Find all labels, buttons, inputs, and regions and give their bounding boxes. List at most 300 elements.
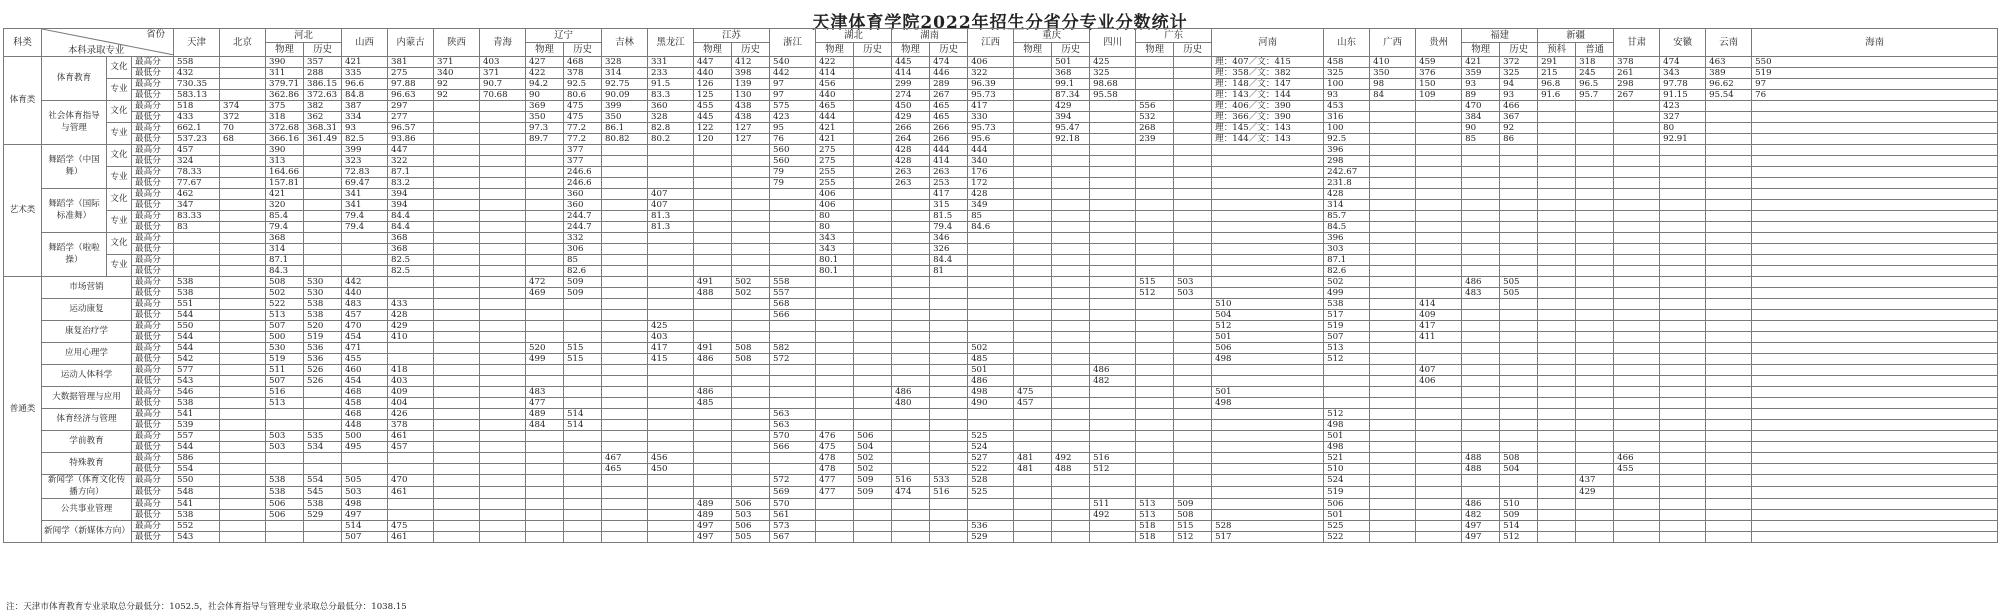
score-cell <box>694 200 732 211</box>
score-cell <box>892 343 930 354</box>
score-cell: 244.7 <box>564 222 602 233</box>
score-cell: 343 <box>816 233 854 244</box>
score-cell <box>434 487 480 499</box>
header-province: 四川 <box>1090 29 1136 57</box>
score-cell: 501 <box>1324 510 1370 521</box>
score-cell <box>694 178 732 189</box>
score-cell <box>1706 222 1752 233</box>
score-cell <box>694 365 732 376</box>
score-cell: 306 <box>564 244 602 255</box>
score-cell <box>602 442 648 453</box>
score-cell <box>526 332 564 343</box>
score-cell: 360 <box>648 101 694 112</box>
score-cell: 377 <box>564 145 602 156</box>
score-cell <box>1090 354 1136 365</box>
score-cell: 544 <box>174 343 220 354</box>
score-cell: 357 <box>304 57 342 68</box>
score-cell: 537.23 <box>174 134 220 145</box>
row-label-cell: 最高分 <box>132 365 174 376</box>
score-cell: 475 <box>388 521 434 532</box>
score-cell <box>1538 156 1576 167</box>
score-cell <box>1462 387 1500 398</box>
score-cell <box>1014 510 1052 521</box>
score-cell: 538 <box>174 398 220 409</box>
score-cell: 94.2 <box>526 79 564 90</box>
score-cell <box>388 464 434 475</box>
score-cell: 463 <box>1706 57 1752 68</box>
score-cell <box>1014 266 1052 277</box>
score-cell: 450 <box>648 464 694 475</box>
score-cell: 314 <box>1324 200 1370 211</box>
score-cell <box>220 222 266 233</box>
score-cell: 465 <box>930 112 968 123</box>
score-cell <box>1538 332 1576 343</box>
score-cell <box>1174 145 1212 156</box>
score-cell: 467 <box>602 453 648 464</box>
score-cell <box>732 299 770 310</box>
score-cell <box>1752 532 1998 543</box>
score-cell <box>854 420 892 431</box>
score-cell <box>1706 521 1752 532</box>
score-cell <box>480 134 526 145</box>
score-cell <box>1416 101 1462 112</box>
score-cell: 343 <box>1660 68 1706 79</box>
score-cell <box>1752 442 1998 453</box>
score-cell: 561 <box>770 510 816 521</box>
score-cell <box>1370 156 1416 167</box>
score-cell: 268 <box>1136 123 1174 134</box>
score-cell <box>1538 420 1576 431</box>
score-cell: 538 <box>266 487 304 499</box>
score-cell: 90 <box>526 90 564 101</box>
score-cell: 509 <box>1500 510 1538 521</box>
score-cell <box>1052 409 1090 420</box>
score-cell <box>1614 145 1660 156</box>
score-cell <box>1500 343 1538 354</box>
score-cell <box>434 244 480 255</box>
score-cell <box>220 321 266 332</box>
score-cell <box>480 321 526 332</box>
score-cell <box>1052 244 1090 255</box>
score-cell <box>434 499 480 510</box>
score-cell <box>1052 288 1090 299</box>
score-cell: 515 <box>564 354 602 365</box>
score-cell: 498 <box>1212 398 1324 409</box>
score-cell: 505 <box>1500 277 1538 288</box>
score-cell <box>1706 343 1752 354</box>
score-cell <box>1538 321 1576 332</box>
score-cell: 378 <box>388 420 434 431</box>
score-cell: 267 <box>1614 90 1660 101</box>
score-cell: 417 <box>930 189 968 200</box>
score-cell: 545 <box>304 487 342 499</box>
score-type-cell: 文化 <box>107 233 132 255</box>
score-cell <box>1706 233 1752 244</box>
score-cell: 488 <box>1052 464 1090 475</box>
score-cell: 536 <box>968 521 1014 532</box>
score-cell: 442 <box>342 277 388 288</box>
score-cell: 541 <box>174 409 220 420</box>
score-type-cell: 专业 <box>107 211 132 233</box>
score-cell <box>1614 288 1660 299</box>
score-cell <box>1370 332 1416 343</box>
score-cell: 492 <box>1090 510 1136 521</box>
score-cell: 455 <box>1614 464 1660 475</box>
score-cell <box>1538 112 1576 123</box>
score-cell <box>434 464 480 475</box>
score-cell <box>1706 453 1752 464</box>
score-cell <box>732 244 770 255</box>
score-cell <box>1212 222 1324 233</box>
score-cell: 518 <box>174 101 220 112</box>
score-cell: 85.4 <box>266 211 304 222</box>
score-cell <box>1706 409 1752 420</box>
row-label-cell: 最高分 <box>132 277 174 288</box>
score-cell <box>968 277 1014 288</box>
score-cell <box>434 167 480 178</box>
score-cell <box>526 167 564 178</box>
score-cell <box>1614 189 1660 200</box>
score-cell: 341 <box>342 189 388 200</box>
score-cell <box>1752 387 1998 398</box>
score-cell <box>1014 189 1052 200</box>
score-cell <box>854 101 892 112</box>
score-cell <box>930 321 968 332</box>
score-cell <box>1174 211 1212 222</box>
score-cell <box>1576 288 1614 299</box>
score-cell <box>1500 409 1538 420</box>
score-cell <box>1052 145 1090 156</box>
score-cell <box>480 354 526 365</box>
score-cell <box>854 156 892 167</box>
score-cell <box>1212 266 1324 277</box>
score-cell: 412 <box>732 57 770 68</box>
score-cell <box>1174 244 1212 255</box>
score-cell <box>1660 510 1706 521</box>
table-row <box>4 510 1998 521</box>
score-cell: 447 <box>694 57 732 68</box>
score-cell <box>892 244 930 255</box>
score-cell <box>1576 178 1614 189</box>
score-cell <box>1614 255 1660 266</box>
score-cell <box>1052 156 1090 167</box>
score-cell <box>220 156 266 167</box>
score-cell <box>1212 200 1324 211</box>
score-cell <box>1090 222 1136 233</box>
score-cell: 407 <box>648 189 694 200</box>
score-cell: 533 <box>930 475 968 487</box>
score-cell: 538 <box>304 299 342 310</box>
score-cell <box>968 420 1014 431</box>
header-province: 湖南 <box>892 29 968 43</box>
score-cell <box>480 200 526 211</box>
score-cell <box>1014 310 1052 321</box>
score-cell <box>1660 255 1706 266</box>
row-label-cell: 最低分 <box>132 464 174 475</box>
score-cell: 477 <box>526 398 564 409</box>
score-cell <box>1370 112 1416 123</box>
score-cell <box>1462 211 1500 222</box>
score-cell: 266 <box>930 134 968 145</box>
score-cell <box>892 431 930 442</box>
score-cell: 569 <box>770 487 816 499</box>
score-cell <box>480 222 526 233</box>
score-cell <box>1090 211 1136 222</box>
footnote: 注：天津市体育教育专业录取总分最低分：1052.5，社会体育指导与管理专业录取总分最低分：1038.15 <box>6 602 407 612</box>
score-cell <box>1614 354 1660 365</box>
score-cell <box>434 134 480 145</box>
header-subject: 物理 <box>1136 43 1174 57</box>
score-cell <box>1136 398 1174 409</box>
header-subject: 预科 <box>1538 43 1576 57</box>
score-cell <box>480 189 526 200</box>
score-cell <box>1212 189 1324 200</box>
score-cell: 79.4 <box>342 211 388 222</box>
score-cell <box>480 387 526 398</box>
header-province: 广西 <box>1370 29 1416 57</box>
score-cell <box>1090 277 1136 288</box>
table-row <box>4 189 1998 200</box>
score-cell: 139 <box>732 79 770 90</box>
score-cell: 407 <box>648 200 694 211</box>
table-row <box>4 90 1998 101</box>
score-cell <box>1752 475 1998 487</box>
score-cell <box>304 453 342 464</box>
score-cell: 502 <box>1324 277 1370 288</box>
score-cell <box>1014 200 1052 211</box>
score-cell <box>1090 101 1136 112</box>
score-cell <box>1614 442 1660 453</box>
score-cell <box>1174 123 1212 134</box>
score-cell: 90.09 <box>602 90 648 101</box>
score-cell: 390 <box>266 145 304 156</box>
score-cell: 288 <box>304 68 342 79</box>
score-cell: 483 <box>1462 288 1500 299</box>
table-row <box>4 310 1998 321</box>
header-province: 北京 <box>220 29 266 57</box>
score-cell <box>434 420 480 431</box>
score-cell <box>220 442 266 453</box>
score-cell <box>1614 101 1660 112</box>
score-cell: 372.68 <box>266 123 304 134</box>
score-cell <box>1090 178 1136 189</box>
score-cell <box>1576 431 1614 442</box>
row-label-cell: 最低分 <box>132 200 174 211</box>
score-cell: 327 <box>1660 112 1706 123</box>
score-cell <box>1614 310 1660 321</box>
score-cell <box>1052 365 1090 376</box>
score-cell: 566 <box>770 442 816 453</box>
major-cell: 舞蹈学（国际标准舞） <box>42 189 107 233</box>
score-cell: 519 <box>304 332 342 343</box>
score-cell <box>304 222 342 233</box>
score-cell: 486 <box>1090 365 1136 376</box>
score-cell: 525 <box>968 487 1014 499</box>
score-cell <box>1614 211 1660 222</box>
major-cell: 康复治疗学 <box>42 321 132 343</box>
score-cell: 427 <box>526 57 564 68</box>
major-cell: 公共事业管理 <box>42 499 132 521</box>
score-cell: 362 <box>304 112 342 123</box>
score-cell: 80.82 <box>602 134 648 145</box>
score-cell: 109 <box>1416 90 1462 101</box>
score-cell <box>1752 244 1998 255</box>
score-cell <box>1462 189 1500 200</box>
score-cell <box>770 453 816 464</box>
score-cell: 552 <box>174 521 220 532</box>
score-cell <box>1500 167 1538 178</box>
score-cell: 509 <box>854 475 892 487</box>
score-cell <box>1174 475 1212 487</box>
score-cell <box>1370 510 1416 521</box>
score-cell: 498 <box>1324 420 1370 431</box>
score-cell <box>1660 167 1706 178</box>
score-cell <box>1706 475 1752 487</box>
score-cell: 266 <box>930 123 968 134</box>
score-cell: 567 <box>770 532 816 543</box>
score-cell <box>892 409 930 420</box>
score-cell <box>1174 255 1212 266</box>
score-cell <box>1014 101 1052 112</box>
row-label-cell: 最低分 <box>132 510 174 521</box>
score-cell <box>1174 112 1212 123</box>
score-cell <box>816 409 854 420</box>
score-cell <box>816 499 854 510</box>
score-cell: 80.1 <box>816 255 854 266</box>
score-cell <box>1660 244 1706 255</box>
table-row <box>4 299 1998 310</box>
score-cell: 理：143／文：144 <box>1212 90 1324 101</box>
score-cell: 506 <box>1324 499 1370 510</box>
header-subject: 历史 <box>1052 43 1090 57</box>
score-cell <box>1174 101 1212 112</box>
score-cell <box>648 145 694 156</box>
score-cell <box>480 156 526 167</box>
score-cell: 471 <box>342 343 388 354</box>
score-cell <box>1660 532 1706 543</box>
score-cell <box>1660 431 1706 442</box>
score-cell: 384 <box>1462 112 1500 123</box>
score-cell <box>564 521 602 532</box>
score-cell <box>732 189 770 200</box>
score-cell <box>1752 189 1998 200</box>
score-cell <box>1136 145 1174 156</box>
score-cell <box>1174 365 1212 376</box>
score-cell <box>1014 420 1052 431</box>
score-cell <box>1416 499 1462 510</box>
score-cell <box>1660 409 1706 420</box>
score-cell <box>220 167 266 178</box>
score-cell: 340 <box>968 156 1014 167</box>
score-cell <box>694 244 732 255</box>
score-cell <box>1706 189 1752 200</box>
score-cell: 77.67 <box>174 178 220 189</box>
row-label-cell: 最高分 <box>132 499 174 510</box>
score-cell <box>1212 211 1324 222</box>
score-cell <box>1014 442 1052 453</box>
score-cell <box>1462 178 1500 189</box>
score-cell <box>1136 189 1174 200</box>
score-cell <box>1462 299 1500 310</box>
score-cell <box>388 510 434 521</box>
score-cell: 543 <box>174 376 220 387</box>
score-cell <box>930 332 968 343</box>
score-cell: 92.75 <box>602 79 648 90</box>
score-cell: 465 <box>602 464 648 475</box>
score-cell: 87.1 <box>388 167 434 178</box>
score-cell: 368 <box>266 233 304 244</box>
score-cell: 535 <box>304 431 342 442</box>
score-cell: 541 <box>174 499 220 510</box>
score-cell <box>694 167 732 178</box>
score-cell <box>1576 156 1614 167</box>
score-cell <box>854 145 892 156</box>
score-cell: 335 <box>342 68 388 79</box>
score-cell <box>434 277 480 288</box>
score-cell: 92.91 <box>1660 134 1706 145</box>
score-cell <box>1462 156 1500 167</box>
header-subject: 物理 <box>1462 43 1500 57</box>
score-cell <box>1416 178 1462 189</box>
score-cell <box>1416 145 1462 156</box>
score-cell <box>1614 277 1660 288</box>
score-cell <box>1370 123 1416 134</box>
score-cell: 481 <box>1014 453 1052 464</box>
score-cell <box>892 365 930 376</box>
score-cell: 299 <box>892 79 930 90</box>
score-cell <box>1174 464 1212 475</box>
score-cell: 97.78 <box>1660 79 1706 90</box>
score-cell: 566 <box>770 310 816 321</box>
score-cell: 524 <box>1324 475 1370 487</box>
score-cell <box>564 398 602 409</box>
score-cell <box>1538 409 1576 420</box>
score-cell <box>1014 409 1052 420</box>
score-cell <box>220 376 266 387</box>
score-cell <box>1752 134 1998 145</box>
table-row <box>4 442 1998 453</box>
score-cell: 538 <box>304 499 342 510</box>
score-cell: 97 <box>1752 79 1998 90</box>
score-cell <box>1324 376 1370 387</box>
score-cell <box>1462 233 1500 244</box>
header-province: 江苏 <box>694 29 770 43</box>
score-cell <box>1014 376 1052 387</box>
header-province: 贵州 <box>1416 29 1462 57</box>
score-cell <box>1614 521 1660 532</box>
score-cell <box>434 321 480 332</box>
score-cell: 267 <box>930 90 968 101</box>
score-cell: 417 <box>1416 321 1462 332</box>
score-cell <box>1706 156 1752 167</box>
table-row <box>4 532 1998 543</box>
score-cell <box>1136 57 1174 68</box>
score-cell <box>1370 420 1416 431</box>
score-cell <box>602 431 648 442</box>
score-cell <box>1014 211 1052 222</box>
header-province: 黑龙江 <box>648 29 694 57</box>
score-cell: 157.81 <box>266 178 304 189</box>
score-cell <box>930 521 968 532</box>
score-cell: 506 <box>1212 343 1324 354</box>
score-cell: 349 <box>968 200 1014 211</box>
score-cell <box>1212 277 1324 288</box>
score-cell: 502 <box>732 277 770 288</box>
score-cell <box>1614 487 1660 499</box>
table-row <box>4 57 1998 68</box>
score-cell <box>1090 134 1136 145</box>
score-cell: 86 <box>1500 134 1538 145</box>
